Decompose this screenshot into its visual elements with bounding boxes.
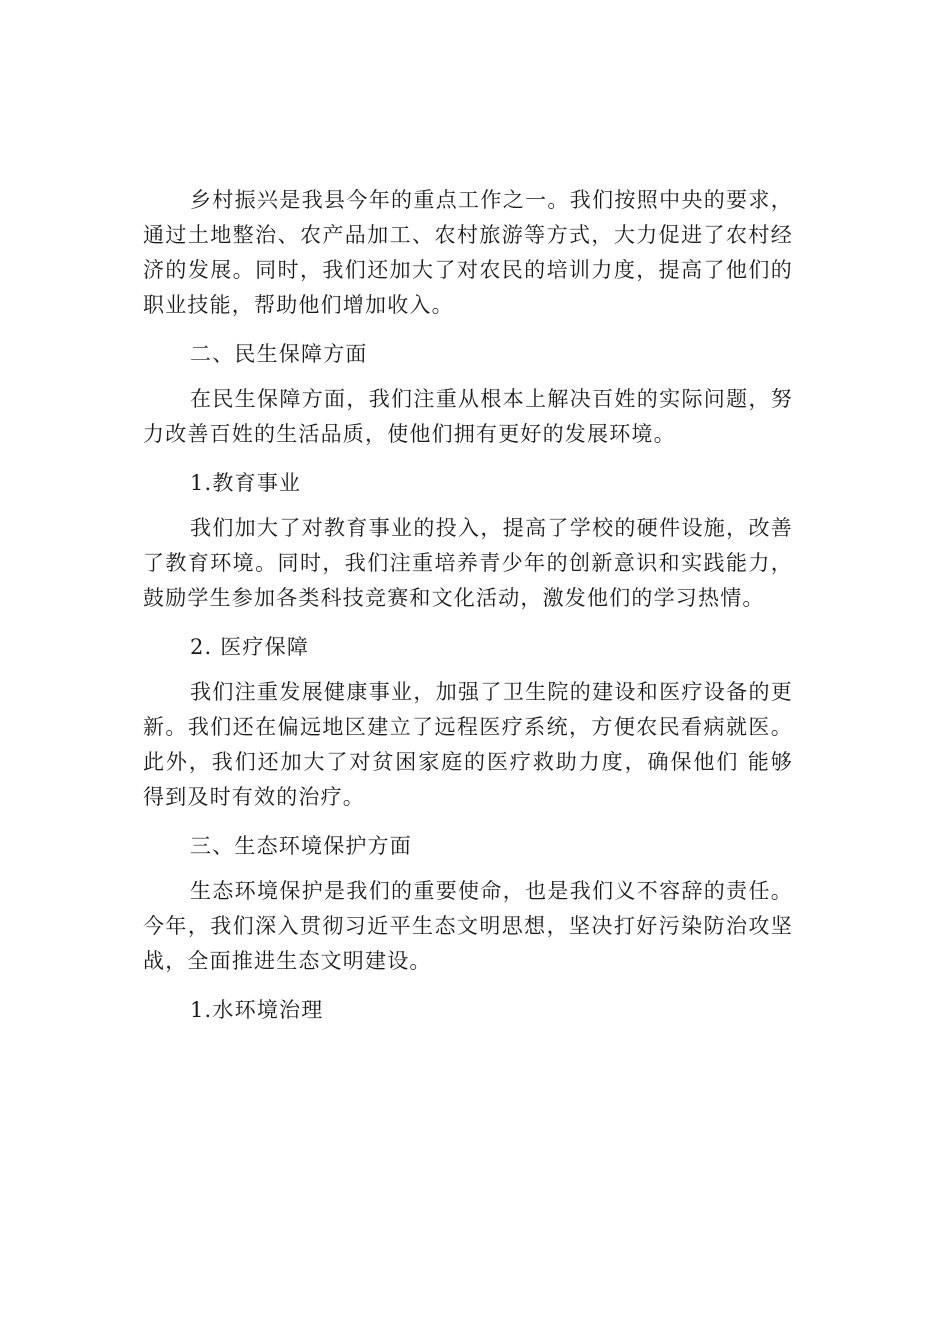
subsection-heading-water: 1.水环境治理 <box>190 998 324 1022</box>
section-heading-livelihood: 二、民生保障方面 <box>190 342 368 366</box>
section-heading-ecology: 三、生态环境保护方面 <box>190 834 412 858</box>
paragraph-medical: 我们注重发展健康事业，加强了卫生院的建设和医疗设备的更新。我们还在偏远地区建立了远程医疗系统，方便农民看病就医。此外，我们还加大了对贫困家庭的医疗救助力度，确保他们 能够得到及时有效的治疗。 <box>143 680 793 809</box>
paragraph-education: 我们加大了对教育事业的投入，提高了学校的硬件设施，改善了教育环境。同时，我们注重培养青少年的创新意识和实践能力，鼓励学生参加各类科技竞赛和文化活动，激发他们的学习热情。 <box>143 516 793 610</box>
subsection-heading-education: 1.教育事业 <box>190 471 302 495</box>
paragraph-livelihood-intro: 在民生保障方面，我们注重从根本上解决百姓的实际问题，努力改善百姓的生活品质，使他们拥有更好的发展环境。 <box>143 387 793 446</box>
paragraph-ecology-intro: 生态环境保护是我们的重要使命，也是我们义不容辞的责任。今年，我们深入贯彻习近平生态文明思想，坚决打好污染防治攻坚战，全面推进生态文明建设。 <box>143 879 793 973</box>
subsection-heading-medical: 2. 医疗保障 <box>190 635 310 659</box>
document-body <box>143 183 793 1038</box>
paragraph-rural-revitalization: 乡村振兴是我县今年的重点工作之一。我们按照中央的要求，通过土地整治、农产品加工、农村旅游等方式，大力促进了农村经济的发展。同时，我们还加大了对农民的培训力度，提高了他们的职业技能，帮助他们增加收入。 <box>143 188 793 317</box>
